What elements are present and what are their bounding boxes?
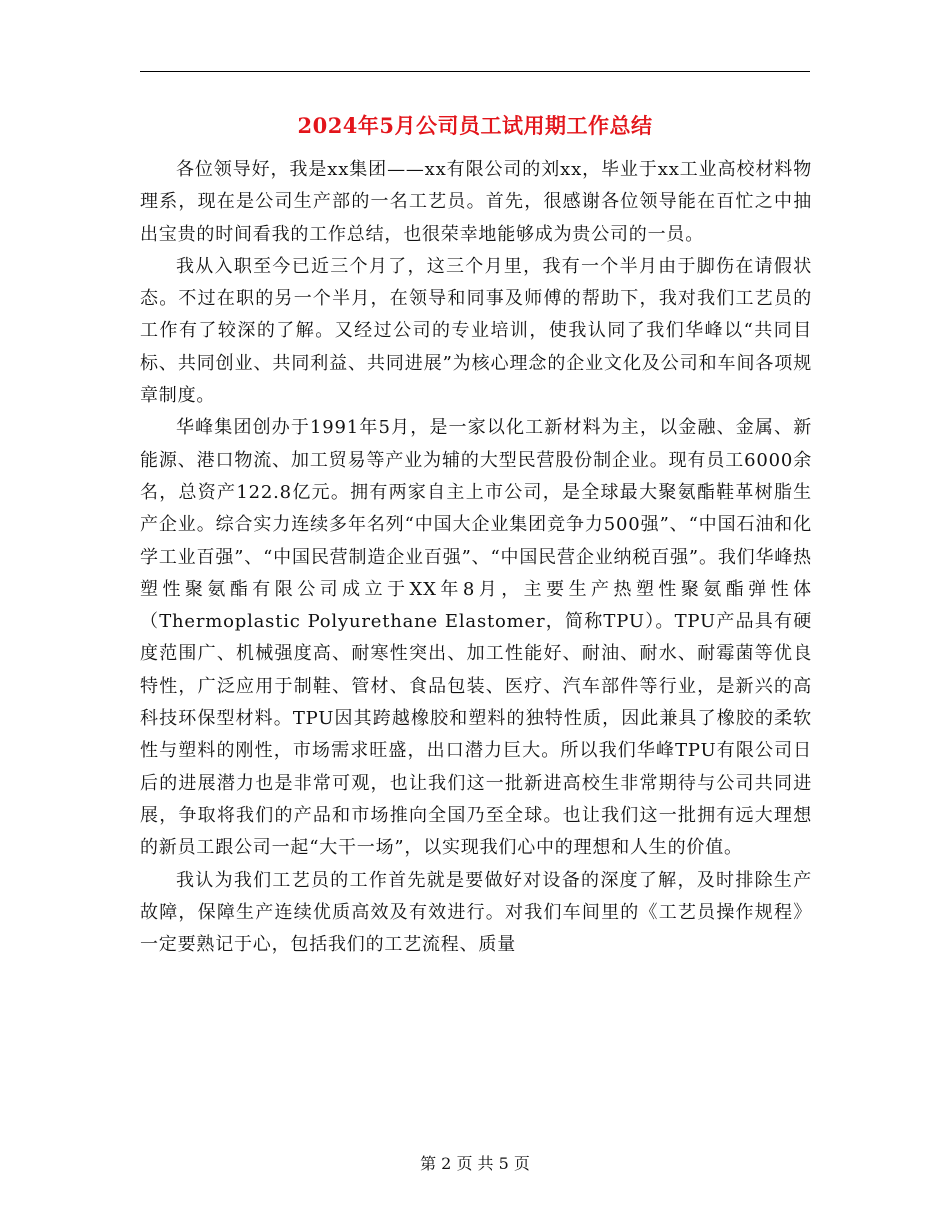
paragraph-job-duties: 我认为我们工艺员的工作首先就是要做好对设备的深度了解，及时排除生产故障，保障生产连续优质高效及有效进行。对我们车间里的《工艺员操作规程》一定要熟记于心，包括我们的工艺流程、质量	[140, 869, 812, 956]
paragraph-company-profile: 华峰集团创办于1991年5月，是一家以化工新材料为主，以金融、金属、新能源、港口物流、加工贸易等产业为辅的大型民营股份制企业。现有员工6000余名，总资产122.8亿元。拥有两家自主上市公司，是全球最大聚氨酯鞋革树脂生产企业。综合实力连续多年名列“中国大企业集团竞争力500强”、“中国石油和化学工业百强”、“中国民营制造企业百强”、“中国民营企业纳税百强”。我们华峰热塑性聚氨酯有限公司成立于XX年8月，主要生产热塑性聚氨酯弹性体（Thermoplastic Polyurethane Elastomer，简称TPU）。TPU产品具有硬度范围广、机械强度高、耐寒性突出、加工性能好、耐油、耐水、耐霉菌等优良特性，广泛应用于制鞋、管材、食品包装、医疗、汽车部件等行业，是新兴的高科技环保型材料。TPU因其跨越橡胶和塑料的独特性质，因此兼具了橡胶的柔软性与塑料的刚性，市场需求旺盛，出口潜力巨大。所以我们华峰TPU有限公司日后的进展潜力也是非常可观，也让我们这一批新进高校生非常期待与公司共同进展，争取将我们的产品和市场推向全国乃至全球。也让我们这一批拥有远大理想的新员工跟公司一起“大干一场”，以实现我们心中的理想和人生的价值。	[140, 417, 812, 859]
paragraph-onboarding: 我从入职至今已近三个月了，这三个月里，我有一个半月由于脚伤在请假状态。不过在职的另一个半月，在领导和同事及师傅的帮助下，我对我们工艺员的工作有了较深的了解。又经过公司的专业培训，使我认同了我们华峰以“共同目标、共同创业、共同利益、共同进展”为核心理念的企业文化及公司和车间各项规章制度。	[140, 255, 812, 407]
header-rule	[140, 71, 810, 72]
document-title: 2024年5月公司员工试用期工作总结	[297, 113, 653, 138]
page-footer	[0, 1152, 950, 1176]
paragraph-intro: 各位领导好，我是xx集团——xx有限公司的刘xx，毕业于xx工业高校材料物理系，现在是公司生产部的一名工艺员。首先，很感谢各位领导能在百忙之中抽出宝贵的时间看我的工作总结，也很荣幸地能够成为贵公司的一员。	[140, 159, 812, 245]
page-number: 第 2 页 共 5 页	[420, 1154, 530, 1173]
document-body	[140, 154, 812, 961]
